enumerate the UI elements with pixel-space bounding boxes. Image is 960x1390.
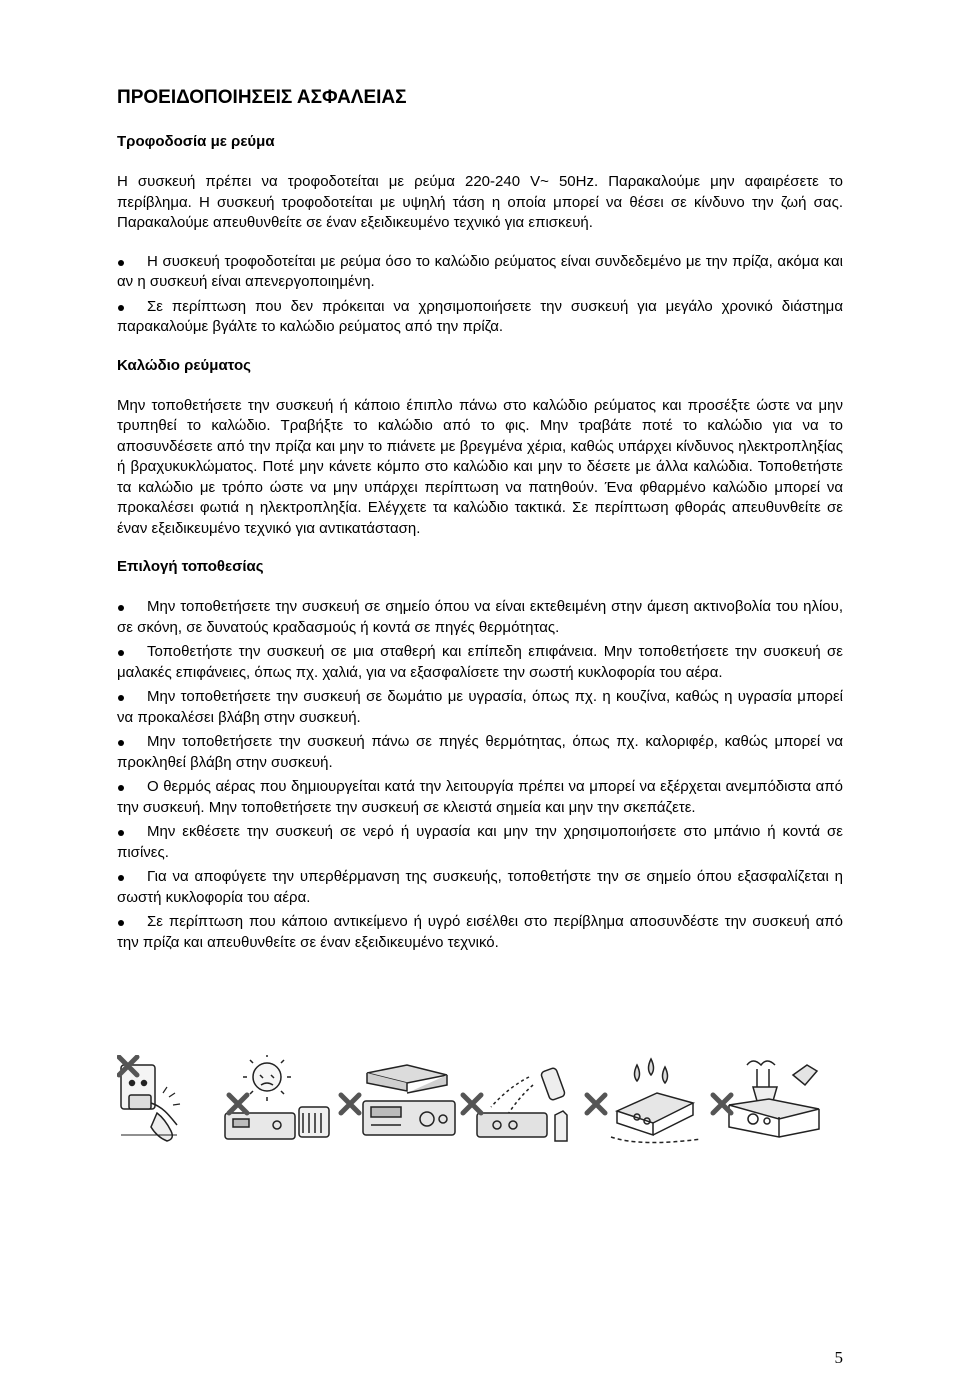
bullet-icon: [118, 650, 124, 656]
page-number: 5: [834, 1348, 843, 1367]
bullet-icon: [118, 920, 124, 926]
bullet-icon: [118, 875, 124, 881]
power-paragraph: Η συσκευή πρέπει να τροφοδοτείται με ρεύμα 220-240 V~ 50Hz. Παρακαλούμε μην αφαιρέσετε το περίβλημα. Η συσκευή τροφοδοτείται με υψηλή τάση η οποία μπορεί να θέσει σε κίνδυνο την ζωή σας. Παρακαλούμε απευθυνθείτε σε έναν εξειδικευμένο τεχνικό για επισκευή.: [117, 173, 843, 231]
section-heading-cable: Καλώδιο ρεύματος: [117, 356, 251, 374]
list-item: Για να αποφύγετε την υπερθέρμανση της συσκευής, τοποθετήστε την σε σημείο όπου εξασφαλίζεται η σωστή κυκλοφορία του αέρα.: [117, 868, 843, 906]
section-heading-power: Τροφοδοσία με ρεύμα: [117, 133, 275, 150]
power-bullet-list: [117, 252, 843, 338]
plug-wet-hand-icon: [121, 1065, 180, 1141]
vase-on-device-icon: [729, 1061, 819, 1137]
cable-paragraph: Μην τοποθετήσετε την συσκευή ή κάποιο έπιπλο πάνω στο καλώδιο ρεύματος και προσέξτε ώστε να μην τρυπηθεί το καλώδιο. Τραβήξτε το καλώδιο από το φις. Μην τραβάτε ποτέ το καλώδιο για να το αποσυνδέσετε από την πρίζα και μην το πιάνετε με βρεγμένα χέρια, καθώς υπάρχει κίνδυνος ηλεκτροπληξίας ή βραχυκυκλώματος. Ποτέ μην κάνετε κόμπο στο καλώδιο και μην το δέσετε με άλλα καλώδια. Τοποθετήστε τα καλώδιο με τρόπο ώστε να μην υπάρχει περίπτωση να πατηθούν. Ένα φθαρμένο καλώδιο μπορεί να προκαλέσει φωτιά η ηλεκτροπληξία. Ελέγχετε τα καλώδιο τακτικά. Σε περίπτωση φθοράς απευθυνθείτε σε έναν εξειδικευμένο τεχνικό για αντικατάσταση.: [117, 396, 843, 537]
prohibition-x-icon: [587, 1095, 605, 1113]
list-item: Τοποθετήστε την συσκευή σε μια σταθερή και επίπεδη επιφάνεια. Μην τοποθετήσετε την συσκευή σε μαλακές επιφάνειες, όπως πχ. χαλιά, για να εξασφαλίσετε την σωστή κυκλοφορία του αέρα.: [117, 643, 843, 681]
list-item: Μην τοποθετήσετε την συσκευή σε σημείο όπου να είναι εκτεθειμένη στην άμεση ακτινοβολία του ηλίου, σε σκόνη, σε δυνατούς κραδασμούς ή κοντά σε πηγές θερμότητας.: [117, 598, 843, 636]
list-item: Σε περίπτωση που δεν πρόκειται να χρησιμοποιήσετε την συσκευή για μεγάλο χρονικό διάστημα παρακαλούμε βγάλτε το καλώδιο ρεύματος από την πρίζα.: [117, 297, 843, 335]
bullet-icon: [118, 695, 124, 701]
bullet-icon: [118, 830, 124, 836]
bullet-icon: [118, 740, 124, 746]
water-puddle-icon: [611, 1059, 701, 1143]
sun-heat-icon: [225, 1055, 329, 1139]
list-item: Μην τοποθετήσετε την συσκευή σε δωμάτιο με υγρασία, όπως πχ. η κουζίνα, καθώς η υγρασία μπορεί να προκαλέσει βλάβη στην συσκευή.: [117, 688, 843, 726]
list-item: Μην τοποθετήσετε την συσκευή πάνω σε πηγές θερμότητας, όπως πχ. καλοριφέρ, καθώς μπορεί να προκληθεί βλάβη στην συσκευή.: [117, 733, 843, 771]
page-title: ΠΡΟΕΙΔΟΠΟΙΗΣΕΙΣ ΑΣΦΑΛΕΙΑΣ: [117, 87, 407, 108]
bullet-icon: [118, 785, 124, 791]
prohibition-x-icon: [713, 1095, 731, 1113]
list-item: Ο θερμός αέρας που δημιουργείται κατά την λειτουργία πρέπει να μπορεί να εξέρχεται ανεμπόδιστα από την συσκευή. Μην τοποθετήσετε την συσκευή σε κλειστά σημεία και μην την σκεπάζετε.: [117, 778, 843, 816]
list-item: Σε περίπτωση που κάποιο αντικείμενο ή υγρό εισέλθει στο περίβλημα αποσυνδέστε την συσκευή από την πρίζα και απευθυνθείτε σε έναν εξειδικευμένο τεχνικό.: [117, 913, 843, 951]
safety-illustrations: [117, 1055, 829, 1150]
list-item: Η συσκευή τροφοδοτείται με ρεύμα όσο το καλώδιο ρεύματος είναι συνδεδεμένο με την πρίζα, ακόμα και αν η συσκευή είναι απενεργοποιημένη.: [117, 252, 843, 290]
list-item: Μην εκθέσετε την συσκευή σε νερό ή υγρασία και μην την χρησιμοποιήσετε στο μπάνιο ή κοντά σε πισίνες.: [117, 823, 843, 861]
page-content: [117, 86, 843, 971]
prohibition-x-icon: [229, 1095, 247, 1113]
stacked-objects-icon: [363, 1065, 455, 1135]
bullet-icon: [118, 260, 124, 266]
bullet-icon: [118, 605, 124, 611]
location-bullet-list: [117, 597, 843, 953]
bullet-icon: [118, 305, 124, 311]
spray-liquid-icon: [477, 1067, 567, 1141]
prohibition-x-icon: [463, 1095, 481, 1113]
section-heading-location: Επιλογή τοποθεσίας: [117, 558, 264, 575]
prohibition-x-icon: [341, 1095, 359, 1113]
